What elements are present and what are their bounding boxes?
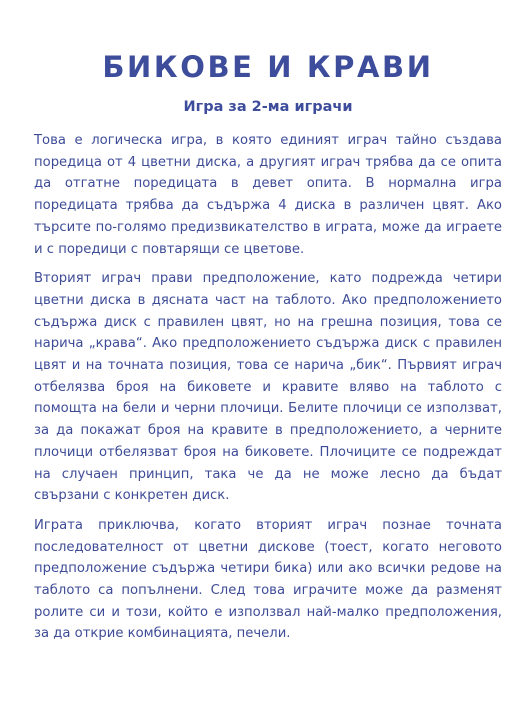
paragraph-intro: Това е логическа игра, в която единият играч тайно създава поредица от 4 цветни диска, а другият играч трябва да се опита да отгатне поредицата в девет опита. В нормална игра поредицата трябва да съдържа 4 диска в различен цвят. Ако търсите по-голямо предизвикателство в играта, може да играете и с поредици с повтарящи се цветове.	[34, 133, 502, 257]
paragraph-ending: Играта приключва, когато вторият играч познае точната последователност от цветни дискове (тоест, когато неговото предположение съдържа четири бика) или ако всички редове на таблото са попълнени. След това играчите може да разменят ролите си и този, който е използвал най-малко предположения, за да открие комбинацията, печели.	[34, 517, 502, 642]
page-subtitle: Игра за 2-ма играчи	[183, 99, 353, 115]
page-title: БИКОВЕ И КРАВИ	[102, 50, 434, 84]
paragraph-rules: Вторият играч прави предположение, като подрежда четири цветни диска в дясната част на таблото. Ако предположението съдържа диск с правилен цвят, но на грешна позиция, това се нарича „крава“. Ако предположението съдържа диск с правилен цвят и на точната позиция, това се нарича „бик“. Първият играч отбелязва броя на биковете и кравите вляво на таблото с помощта на бели и черни плочици. Белите плочици се използват, за да покажат броя на кравите в предположението, а черните плочици отбелязват броя на биковете. Плочиците се подреждат на случаен принцип, така че да не може лесно да бъдат свързани с конкретен диск.	[34, 271, 502, 504]
body-text	[34, 130, 502, 645]
